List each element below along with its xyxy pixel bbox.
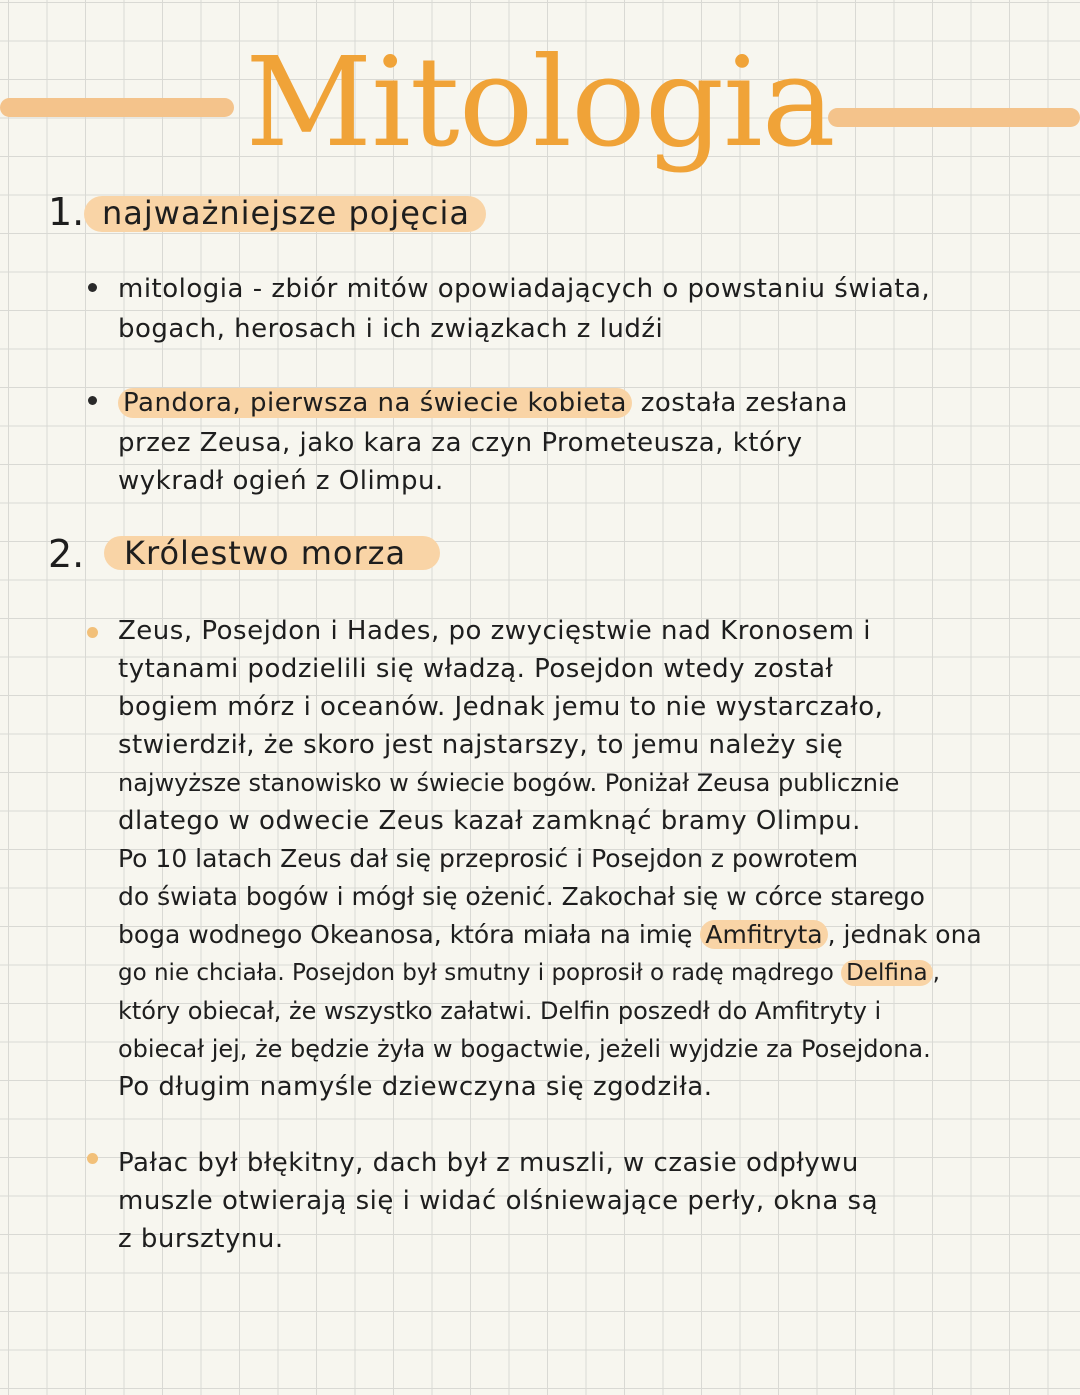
story-line-5: najwyższe stanowisko w świecie bogów. Poniżał Zeusa publicznie	[118, 769, 900, 797]
story-line-2: tytanami podzielili się władzą. Posejdon wtedy został	[118, 654, 834, 684]
story-line-11: który obiecał, że wszystko załatwi. Delfin poszedł do Amfitryty i	[118, 997, 882, 1025]
story-line-7: Po 10 latach Zeus dał się przeprosić i Posejdon z powrotem	[118, 844, 859, 873]
story-line-10	[118, 954, 940, 992]
palace-line-2: muszle otwierają się i widać olśniewające perły, okna są	[118, 1186, 879, 1216]
story-line-8: do świata bogów i mógł się ożenić. Zakochał się w córce starego	[118, 882, 925, 911]
section-1-number: 1.	[48, 190, 85, 234]
bullet-story	[87, 627, 98, 638]
story-line-6: dlatego w odwecie Zeus kazał zamknąć bramy Olimpu.	[118, 806, 861, 836]
page-title: Mitologia	[245, 31, 835, 175]
amfitryta-highlight: Amfitryta	[700, 920, 827, 949]
mythology-line-1: mitologia - zbiór mitów opowiadających o powstaniu świata,	[118, 274, 931, 304]
delfin-highlight: Delfina	[841, 960, 932, 986]
story-line-9-end: , jednak ona	[827, 920, 982, 949]
story-line-1: Zeus, Posejdon i Hades, po zwycięstwie nad Kronosem i	[118, 616, 871, 646]
story-line-9	[118, 916, 982, 954]
story-line-9-start: boga wodnego Okeanosa, która miała na imię	[118, 920, 693, 949]
pandora-line-2: przez Zeusa, jako kara za czyn Prometeusza, który	[118, 428, 803, 458]
story-line-13: Po długim namyśle dziewczyna się zgodziła.	[118, 1072, 713, 1102]
story-line-10-start: go nie chciała. Posejdon był smutny i poprosił o radę mądrego	[118, 960, 834, 986]
story-line-12: obiecał jej, że będzie żyła w bogactwie, jeżeli wyjdzie za Posejdona.	[118, 1035, 931, 1063]
story-line-10-end: ,	[932, 960, 940, 986]
bullet-mythology	[88, 283, 97, 292]
story-line-3: bogiem mórz i oceanów. Jednak jemu to nie wystarczało,	[118, 692, 884, 722]
bullet-palace	[87, 1153, 98, 1164]
story-line-4: stwierdził, że skoro jest najstarszy, to jemu należy się	[118, 730, 844, 760]
pandora-rest: została zesłana	[640, 388, 848, 418]
bullet-pandora	[88, 396, 97, 405]
section-1-heading: najważniejsze pojęcia	[102, 194, 470, 232]
palace-line-1: Pałac był błękitny, dach był z muszli, w czasie odpływu	[118, 1148, 859, 1178]
pandora-line-3: wykradł ogień z Olimpu.	[118, 466, 444, 496]
mythology-line-2: bogach, herosach i ich związkach z ludźi	[118, 314, 664, 344]
section-2-heading: Królestwo morza	[124, 534, 407, 572]
pandora-line-1	[118, 384, 848, 422]
section-2-number: 2.	[48, 532, 85, 576]
pandora-highlight: Pandora, pierwsza na świecie kobieta	[118, 388, 632, 418]
palace-line-3: z bursztynu.	[118, 1224, 284, 1254]
